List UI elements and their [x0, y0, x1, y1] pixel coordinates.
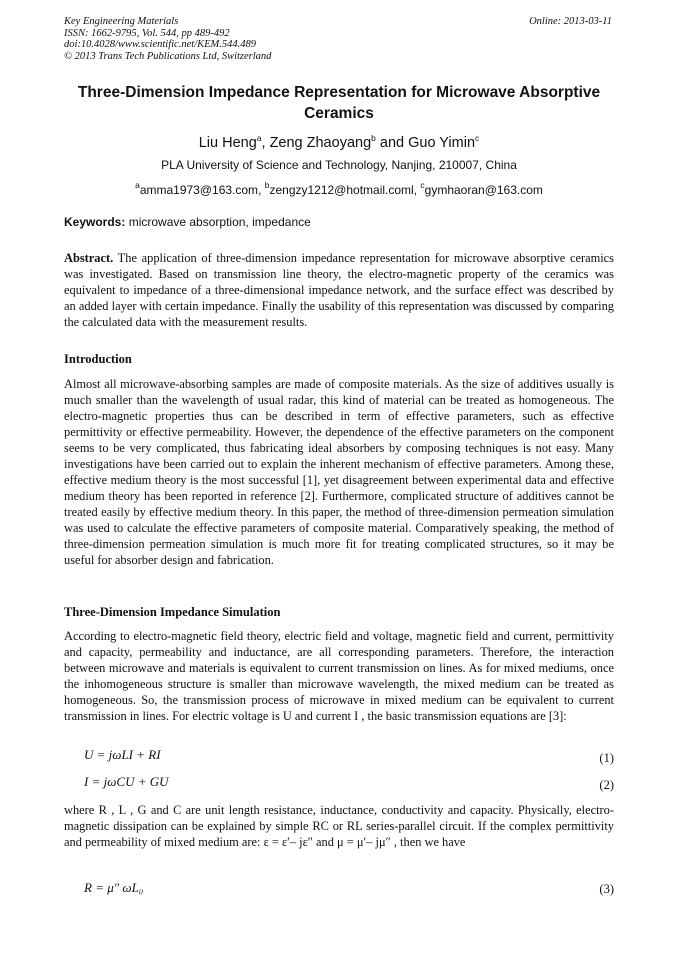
journal-name: Key Engineering Materials: [64, 16, 179, 27]
where-paragraph: where R , L , G and C are unit length resistance, inductance, conductivity and capacity. Physically, electro-magnetic dissipation can be explained by simple RC or RL series-parallel circuit. If the complex permittivity and permeability of mixed medium are: ε = ε′– jε″ and μ = μ′– jμ″ , then we have: [64, 803, 614, 849]
email-list: [0, 180, 678, 197]
email-link[interactable]: gymhaoran@163.com: [424, 183, 543, 197]
journal-copyright: © 2013 Trans Tech Publications Ltd, Switzerland: [64, 50, 272, 62]
journal-doi: doi:10.4028/www.scientific.net/KEM.544.489: [64, 39, 256, 50]
email-link[interactable]: amma1973@163.com: [139, 183, 259, 197]
equation-1: U = jωLI + RI: [84, 747, 161, 762]
equation-2: I = jωCU + GU: [84, 774, 169, 789]
abstract-label: Abstract.: [64, 251, 114, 265]
author-sup: c: [475, 133, 480, 143]
equation-3: R = μ″ ωL₀: [84, 880, 144, 895]
keywords-label: Keywords:: [64, 215, 126, 229]
journal-header: [64, 16, 271, 62]
equation-1-number: (1): [599, 751, 614, 765]
email-sup: c: [420, 180, 425, 190]
abstract: [64, 250, 614, 330]
email-sup: b: [264, 180, 270, 190]
intro-paragraph: Almost all microwave-absorbing samples are made of composite materials. As the size of additives usually is much smaller than the wavelength of usual radar, this kind of material can be treated as homogeneous. The electro-magnetic properties thus can be described in term of effective parameters, such as effective permittivity or effective permeability. However, the dependence of the effective parameters on the component seems to be very complicated, thus fabricating ideal absorbers by composing techniques is not easy. Many investigations have been carried out to explain the inherent mechanism of effective parameters. Among these, effective medium theory is the most successful [1], yet disagreement between experimental data and effective medium theory has been reported in reference [2]. Furthermore, complicated structure of additives cannot be treated easily by effective medium theory. In this paper, the method of three-dimension permeation simulation was used to calculate the effective parameters of composite material. Comparatively speaking, the method of three-dimension permeation simulation is much more fit for treating complicated structures, so it may be useful for absorber design and fabrication.: [64, 377, 614, 567]
email-sep: ,: [413, 183, 421, 197]
journal-issn: ISSN: 1662-9795, Vol. 544, pp 489-492: [64, 27, 230, 39]
author-name: Liu Heng: [198, 135, 257, 151]
affiliation: PLA University of Science and Technology, Nanjing, 210007, China: [161, 158, 517, 172]
equation-3-number: (3): [599, 882, 614, 896]
author-sup: b: [371, 133, 376, 143]
author-name: Zeng Zhaoyang: [269, 135, 372, 151]
email-sep: ,: [258, 183, 265, 197]
keywords: [64, 215, 624, 229]
author-sep: and: [375, 135, 409, 151]
author-name: Guo Yimin: [408, 135, 476, 151]
paper-title: Three-Dimension Impedance Representation for Microwave Absorptive Ceramics: [77, 84, 601, 122]
abstract-text: The application of three-dimension impedance representation for microwave absorptive ceramics was investigated. Based on transmission line theory, the electro-magnetic property of the ceramics was equivalent to impedance of a three-dimensional impedance network, and the surface effect was described by an added layer with certain impedance. Finally the usability of this representation was discussed by comparing the calculated data with the measurement results.: [64, 251, 614, 329]
author-list: [0, 133, 678, 151]
author-sep: ,: [261, 135, 270, 151]
equation-2-number: (2): [599, 778, 614, 792]
author-sup: a: [256, 133, 262, 143]
sim-heading: Three-Dimension Impedance Simulation: [64, 605, 281, 619]
email-link[interactable]: zengzy1212@hotmail.coml: [269, 183, 414, 197]
sim-paragraph: According to electro-magnetic field theory, electric field and voltage, magnetic field and current, permittivity and capacity, permeability and inductance, are all corresponding parameters. Therefore, the interaction between microwave and materials is equivalent to current transmission on lines. As for mixed mediums, once the inhomogeneous structure is smaller than microwave wavelength, the mixed medium can be treated as homogeneous. So, the transmission process of microwave in mixed medium can be equivalent to current transmission in lines. For electric voltage is U and current I , the basic transmission equations are [3]:: [64, 629, 614, 723]
intro-heading: Introduction: [64, 352, 132, 366]
keywords-text: microwave absorption, impedance: [125, 215, 311, 229]
online-date: Online: 2013-03-11: [529, 16, 612, 27]
email-sup: a: [135, 180, 140, 190]
